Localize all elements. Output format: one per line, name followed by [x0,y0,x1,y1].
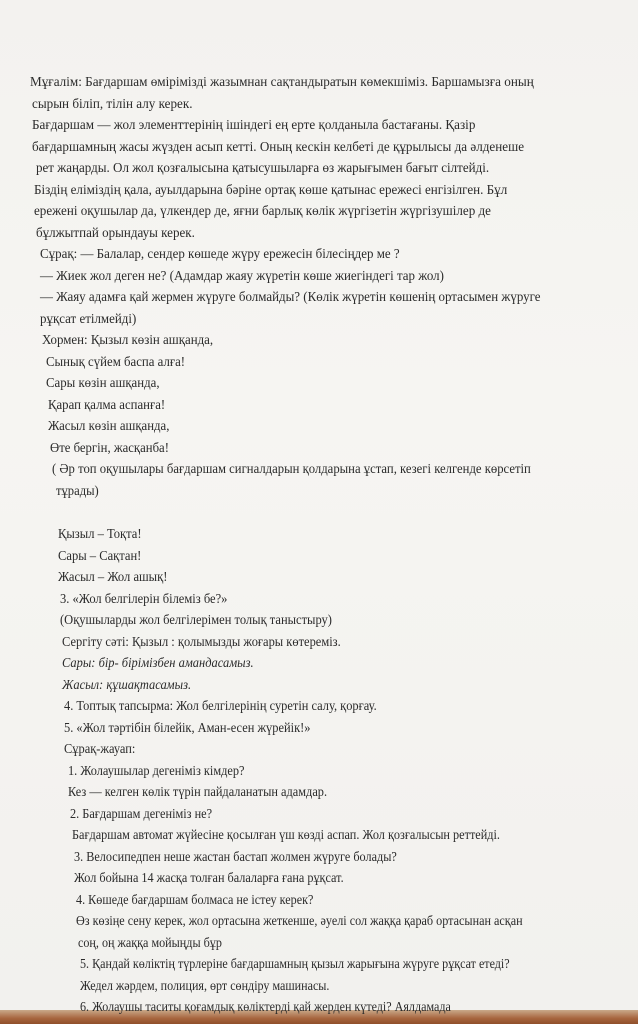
text-line: тұрады) [56,483,99,499]
text-line: 6. Жолаушы таситы қоғамдық көліктерді қай жерден күтеді? Аялдамада [80,1000,451,1015]
text-line: Жасыл – Жол ашық! [58,570,168,585]
text-line: Сары – Сақтан! [58,548,142,564]
text-line: Жедел жәрдем, полиция, өрт сөндіру машинасы. [80,978,330,994]
text-line: Қызыл – Тоқта! [58,527,142,542]
text-line: — Жиек жол деген не? (Адамдар жаяу жүретін көше жиегіндегі тар жол) [40,268,444,284]
text-line: рұқсат етілмейді) [40,311,137,327]
text-line: Бағдаршам — жол элементтерінің ішіндегі ең ерте қолданыла бастағаны. Қазір [32,118,476,133]
text-line: 5. «Жол тәртібін білейік, Аман-есен жүрейік!» [64,720,311,736]
text-line: 4. Топтық тапсырма: Жол белгілерінің суретін салу, қорғау. [64,699,377,714]
text-line: Сары: бір- бірімізбен амандасамыз. [62,656,254,671]
text-line: Жасыл көзін ашқанда, [48,419,170,434]
text-line: Жасыл: құшақтасамыз. [62,677,192,693]
text-line: Біздің еліміздің қала, ауылдарына бәріне ортақ көше қатынас ережесі енгізілген. Бұл [34,182,508,198]
text-line: Өте бергін, жасқанба! [50,440,169,456]
text-line: соң, оң жаққа мойыңды бұр [78,935,222,951]
text-line: сырын біліп, тілін алу керек. [32,96,193,112]
text-line: Мұғалім: Бағдаршам өмірімізді жазымнан сақтандыратын көмекшіміз. Баршамызға оның [30,75,534,90]
text-line: (Оқушыларды жол белгілерімен толық таныстыру) [60,613,332,628]
text-line: бұлжытпай орындауы керек. [36,225,195,241]
text-line: 1. Жолаушылар дегеніміз кімдер? [68,763,245,779]
text-line: 2. Бағдаршам дегеніміз не? [70,806,213,822]
text-line: 5. Қандай көліктің түрлеріне бағдаршамның қызыл жарығына жүруге рұқсат етеді? [80,957,510,972]
text-line: Сұрақ-жауап: [64,742,136,757]
text-line: Сынық сүйем баспа алға! [46,354,186,370]
text-line: Хормен: Қызыл көзін ашқанда, [42,333,214,348]
text-line: 4. Көшеде бағдаршам болмаса не істеу керек? [76,892,314,908]
text-line: ережені оқушылар да, үлкендер де, яғни барлық көлік жүргізетін жүргізушілер де [34,204,491,219]
text-line: Кез — келген көлік түрін пайдаланатын адамдар. [68,785,328,800]
text-line: Өз көзіңе сену керек, жол ортасына жеткенше, әуелі сол жаққа қараб ортасынан асқан [76,914,523,929]
text-line: Қарап қалма аспанға! [48,397,166,413]
text-line: бағдаршамның жасы жүзден асып кетті. Оның кескін келбеті де құрылысы да әлденеше [32,139,525,155]
text-line: 3. Велосипедпен неше жастан бастап жолмен жүруге болады? [74,849,397,865]
text-line: Сергіту сәті: Қызыл : қолымызды жоғары көтереміз. [62,634,341,650]
text-line: ( Әр топ оқушылары бағдаршам сигналдарын қолдарына ұстап, кезегі келгенде көрсетіп [52,462,531,477]
text-line: Бағдаршам автомат жүйесіне қосылған үш көзді аспап. Жол қозғалысын реттейді. [72,828,500,843]
document-text [0,72,638,1019]
text-line: Жол бойына 14 жасқа толған балаларға ғана рұқсат. [74,871,344,886]
text-line: Сұрақ: — Балалар, сендер көшеде жүру ережесін білесіңдер ме ? [40,247,400,262]
text-line: рет жаңарды. Ол жол қозғалысына қатысушыларға өз жарығымен бағыт сілтейді. [36,161,490,176]
text-line: Сары көзін ашқанда, [46,376,160,391]
text-line: — Жаяу адамға қай жермен жүруге болмайды? (Көлік жүретін көшенің ортасымен жүруге [40,290,541,305]
text-line: 3. «Жол белгілерін білеміз бе?» [60,591,228,607]
